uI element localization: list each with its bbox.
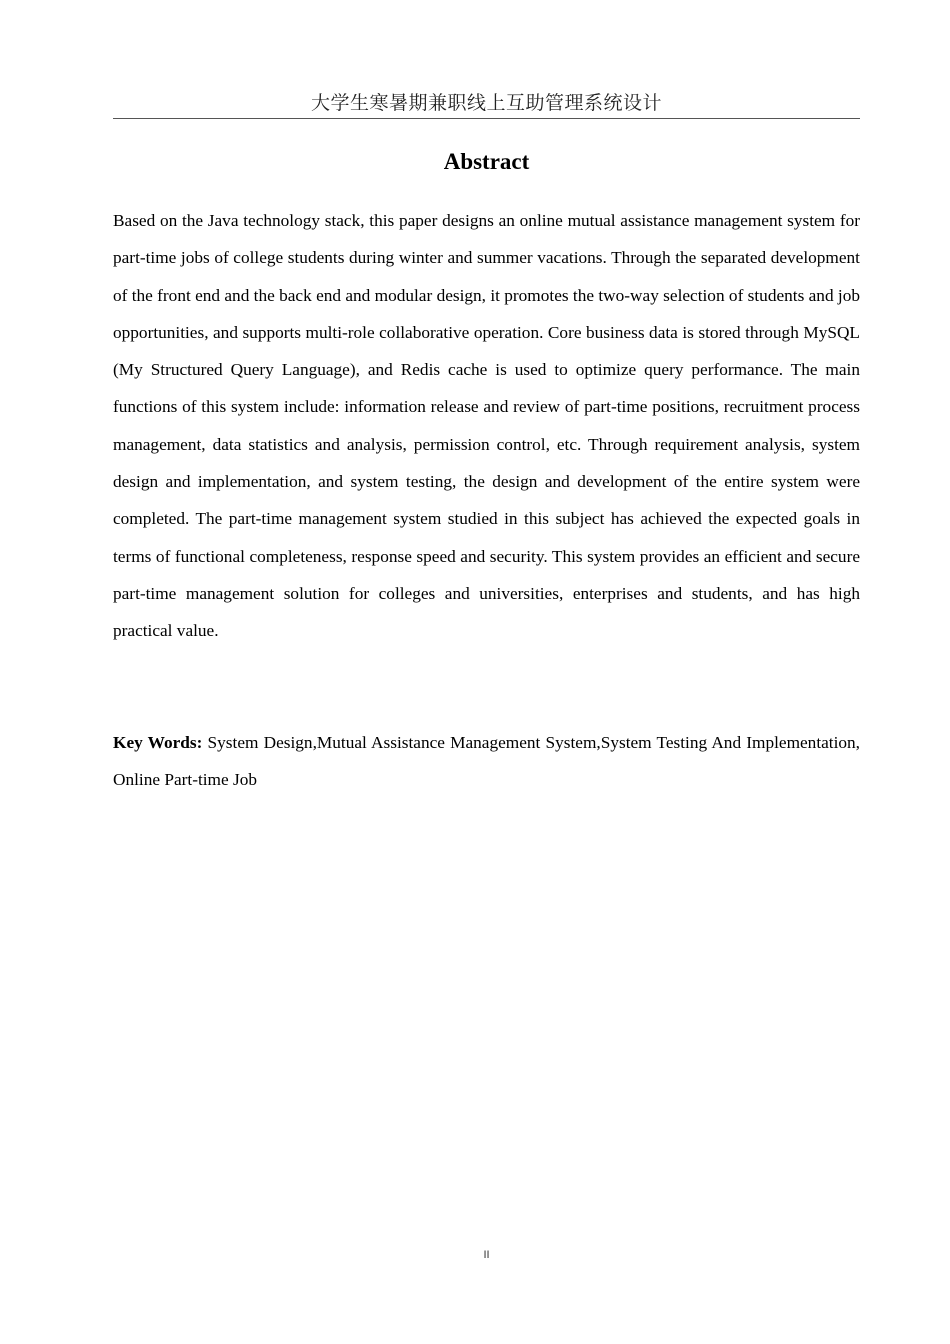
keywords-paragraph xyxy=(113,724,860,799)
page-number: II xyxy=(483,1249,490,1261)
keywords-text: System Design,Mutual Assistance Management System,System Testing And Implementation, Online Part-time Job xyxy=(113,733,860,790)
abstract-paragraph: Based on the Java technology stack, this paper designs an online mutual assistance management system for part-time jobs of college students during winter and summer vacations. Through the separated development of the front end and the back end and modular design, it promotes the two-way selection of students and job opportunities, and supports multi-role collaborative operation. Core business data is stored through MySQL (My Structured Query Language), and Redis cache is used to optimize query performance. The main functions of this system include: information release and review of part-time positions, recruitment process management, data statistics and analysis, permission control, etc. Through requirement analysis, system design and implementation, and system testing, the design and development of the entire system were completed. The part-time management system studied in this subject has achieved the expected goals in terms of functional completeness, response speed and security. This system provides an efficient and secure part-time management solution for colleges and universities, enterprises and students, and has high practical value. xyxy=(113,211,860,641)
header-divider xyxy=(113,118,860,119)
keywords-label: Key Words: xyxy=(113,733,203,752)
abstract-heading: Abstract xyxy=(443,149,530,174)
running-header-title: 大学生寒暑期兼职线上互助管理系统设计 xyxy=(310,92,662,114)
